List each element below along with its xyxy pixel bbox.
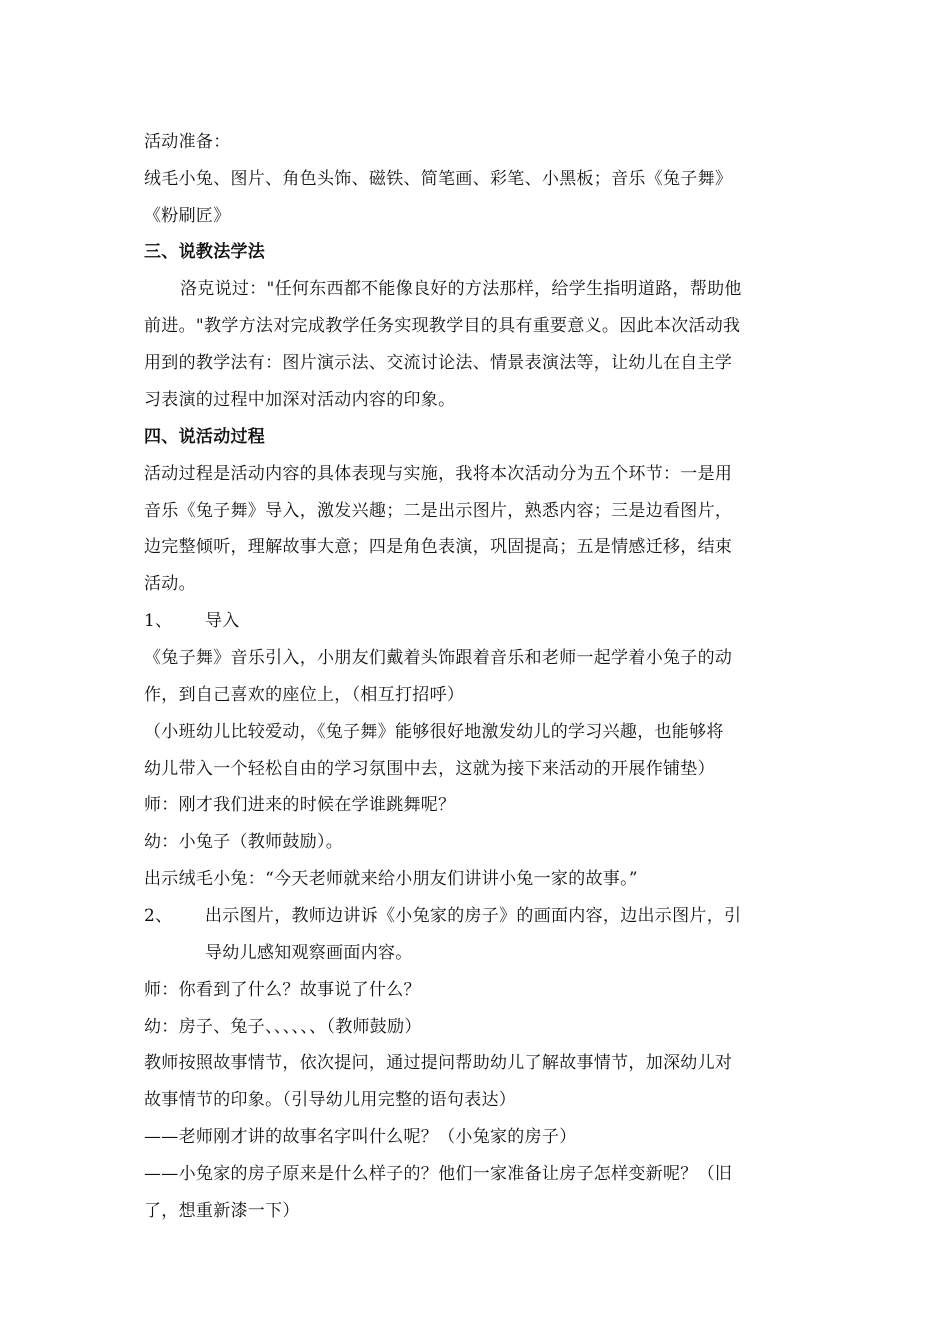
section-4-para-line-1: 活动过程是活动内容的具体表现与实施，我将本次活动分为五个环节：一是用: [144, 464, 733, 484]
step-1-para-line-1: 《兔子舞》音乐引入，小朋友们戴着头饰跟着音乐和老师一起学着小兔子的动: [144, 648, 733, 668]
step-1-note-line-1: （小班幼儿比较爱动，《兔子舞》能够很好地激发幼儿的学习兴趣，也能够将: [144, 722, 724, 742]
materials-line-2: 《粉刷匠》: [144, 206, 231, 226]
dash-question-2-line-1: ——小兔家的房子原来是什么样子的？他们一家准备让房子怎样变新呢？（旧: [144, 1164, 733, 1184]
step-1-number: 1、: [144, 611, 173, 631]
teacher-question-1: 师：刚才我们进来的时候在学谁跳舞呢？: [144, 795, 456, 815]
activity-prep-heading: 活动准备：: [144, 132, 231, 152]
step-2-text-line-1: 出示图片，教师边讲诉《小兔家的房子》的画面内容，边出示图片，引: [205, 906, 742, 926]
step-1-title: 导入: [205, 611, 240, 631]
dash-question-1: ——老师刚才讲的故事名字叫什么呢？（小兔家的房子）: [144, 1127, 577, 1147]
child-answer-1: 幼：小兔子（教师鼓励）。: [144, 832, 344, 852]
step-1-note-line-2: 幼儿带入一个轻松自由的学习氛围中去，这就为接下来活动的开展作铺垫）: [144, 759, 715, 779]
section-3-heading: 三、说教法学法: [144, 242, 266, 262]
teacher-method-line-1: 教师按照故事情节，依次提问，通过提问帮助幼儿了解故事情节，加深幼儿对: [144, 1053, 733, 1073]
section-4-heading: 四、说活动过程: [144, 427, 266, 447]
section-3-para-line-4: 习表演的过程中加深对活动内容的印象。: [144, 390, 456, 410]
dash-question-2-line-2: 了，想重新漆一下）: [144, 1201, 300, 1221]
teacher-question-2: 师：你看到了什么？故事说了什么？: [144, 980, 421, 1000]
section-3-para-line-2: 前进。"教学方法对完成教学任务实现教学目的具有重要意义。因此本次活动我: [144, 316, 741, 336]
section-4-para-line-3: 边完整倾听，理解故事大意；四是角色表演，巩固提高；五是情感迁移，结束: [144, 537, 733, 557]
section-3-para-line-3: 用到的教学法有：图片演示法、交流讨论法、情景表演法等，让幼儿在自主学: [144, 353, 733, 373]
materials-line-1: 绒毛小兔、图片、角色头饰、磁铁、简笔画、彩笔、小黑板；音乐《兔子舞》: [144, 169, 733, 189]
show-bunny-line: 出示绒毛小兔：“今天老师就来给小朋友们讲讲小兔一家的故事。”: [144, 869, 638, 889]
step-1-para-line-2: 作，到自己喜欢的座位上，（相互打招呼）: [144, 685, 465, 705]
section-4-para-line-2: 音乐《兔子舞》导入，激发兴趣；二是出示图片，熟悉内容；三是边看图片，: [144, 501, 733, 521]
child-answer-2: 幼：房子、兔子、、、、、、（教师鼓励）: [144, 1017, 422, 1037]
step-2-number: 2、: [144, 906, 173, 926]
step-2-text-line-2: 导幼儿感知观察画面内容。: [205, 943, 413, 963]
teacher-method-line-2: 故事情节的印象。（引导幼儿用完整的语句表达）: [144, 1090, 517, 1110]
section-4-para-line-4: 活动。: [144, 574, 196, 594]
section-3-para-line-1: 洛克说过："任何东西都不能像良好的方法那样，给学生指明道路，帮助他: [180, 279, 742, 299]
